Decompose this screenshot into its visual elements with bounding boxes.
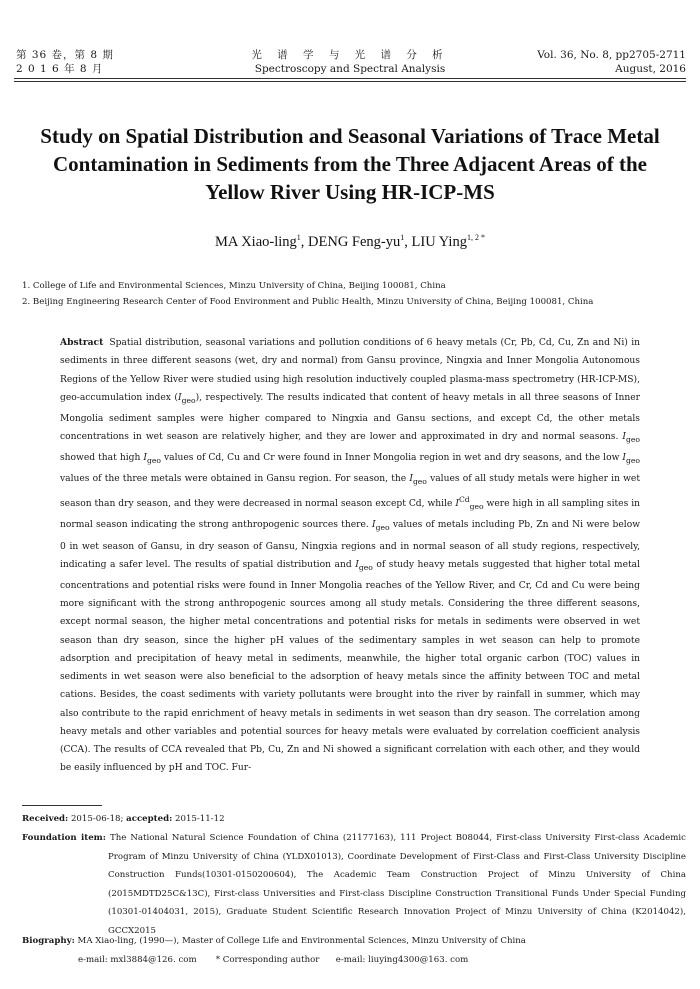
author-email: e-mail: mxl3884@126. com — [78, 954, 197, 965]
header-rule — [14, 78, 686, 79]
abstract-label: Abstract — [60, 337, 104, 348]
journal-header — [0, 0, 700, 84]
abstract: Abstract Spatial distribution, seasonal variations and pollution conditions of 6 heavy metals (Cr, Pb, Cd, Cu, Zn and Ni) in sediments in three different seasons (wet, dry and normal) from Gansu province, Ningxia and Inner Mongolia Autonomous Regions of the Yellow River were studied using high resolution inductively coupled plasma-mass spectrometry (HR-ICP-MS), geo-accumulation index $(I_{geo})$, respectively. The results indicated that content of heavy metals in all three seasons of Inner Mongolia sediment samples were higher compared to Ningxia and Gansu sections, and except Cd, the other metals concentrations in wet season are relatively higher, and they are lower and approximated in dry and normal seasons. $I_{geo}$ showed that high $I_{geo}$ values of Cd, Cu and Cr were found in Inner Mongolia region in wet and dry seasons, and the low $I_{geo}$ values of the three metals were obtained in Gansu region. For season, the $I_{geo}$ values of all study metals were higher in wet season than dry season, and they were decreased in normal season except Cd, while $I^{Cd}_{geo}$ were high in all sampling sites in normal season indicating the strong anthropogenic sources there. $I_{geo}$ values of metals including Pb, Zn and Ni were below 0 in wet season of Gansu, in dry season of Gansu, Ningxia regions and in normal season of all study regions, respectively, indicating a safer level. The results of spatial distribution and $I_{geo}$ of study heavy metals suggested that higher total metal concentrations and potential risks were found in Inner Mongolia reaches of the Yellow River, and Cr, Cd and Cu were being more significant with the strong anthropogenic sources among all study metals. Considering the three different seasons, except normal season, the higher metal concentrations and potential risks for metals in sediments were observed in wet season than dry season, since the higher pH values of the sedimentary samples in wet season can help to promote adsorption and precipitation of heavy metal in sediments, meanwhile, the higher total organic carbon (TOC) values in sediments in wet season were also beneficial to the adsorption of heavy metals since the affinity between TOC and metal cations. Besides, the coast sediments with variety pollutants were brought into the river by rainfall in summer, which may also contribute to the rapid enrichment of heavy metals in sediments in wet season than dry season. The correlation among heavy metals and other variables and potential sources for heavy metals were evaluated by correlation coefficient analysis (CCA). The results of CCA revealed that Pb, Cu, Zn and Ni showed a significant correlation with each other, and they would be easily influenced by pH and TOC. Fur- — [60, 337, 641, 774]
corresponding-note: * Corresponding author — [215, 954, 320, 965]
footnote-divider — [22, 805, 102, 806]
volume-info-en: Vol. 36, No. 8, pp2705-2711 August, 2016 — [537, 49, 686, 75]
author-name: DENG Feng-yu — [308, 233, 401, 250]
author-name: MA Xiao-ling — [215, 233, 297, 250]
biography: Biography: MA Xiao-ling, (1990—), Master of College Life and Environmental Sciences, Minzu University of China e-mail: mxl3884@126. com * Corresponding author e-mail: liuying4300@163. com — [22, 936, 526, 965]
journal-name: 光 谱 学 与 光 谱 分 析 Spectroscopy and Spectral Analysis — [251, 49, 449, 75]
foundation-item: Foundation item: The National Natural Science Foundation of China (21177163), 111 Project B08044, First-class University First-class Academic Program of Minzu University of China (YLDX01013), Coordinate Development of First-Class and First-Class University Discipline Construction Funds(10301-0150200604), The Academic Team Construction Project of Minzu University of China (2015MDTD25C&13C), First-class Universities and First-class Discipline Construction Transitional Funds Under Special Funding (10301-01404031, 2015), Graduate Student Scientific Research Innovation Project of Minzu University of China (K2014042), GCCX2015 — [22, 833, 686, 936]
affiliation-1: 1. College of Life and Environmental Sciences, Minzu University of China, Beijing 100081, China — [22, 281, 446, 291]
header-rule — [14, 81, 686, 82]
paper-title: Study on Spatial Distribution and Seasonal Variations of Trace Metal Contamination in Sediments from the Three Adjacent Areas of the Yellow River Using HR-ICP-MS — [40, 124, 660, 204]
volume-info-cn: 第 36 卷，第 8 期 2 0 1 6 年 8 月 — [16, 49, 114, 75]
author-name: LIU Ying — [411, 233, 467, 250]
received-date: Received: 2015-06-18; accepted: 2015-11-12 — [22, 814, 225, 824]
affiliation-2: 2. Beijing Engineering Research Center of Food Environment and Public Health, Minzu University of China, Beijing 100081, China — [22, 297, 594, 307]
corresponding-email: e-mail: liuying4300@163. com — [335, 954, 469, 965]
author-list: MA Xiao-ling$^1$, DENG Feng-$yu^1$, LIU Ying$^{1, 2 *}$ — [215, 233, 485, 250]
